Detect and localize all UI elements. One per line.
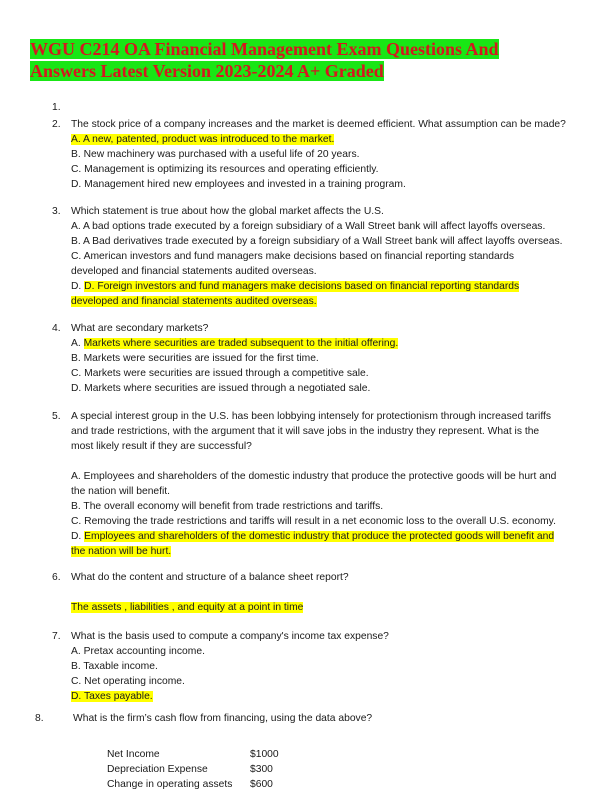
question-text: Which statement is true about how the global market affects the U.S. bbox=[71, 206, 384, 217]
answer-option: D. Management hired new employees and invested in a training program. bbox=[71, 179, 406, 190]
question-2 bbox=[71, 117, 566, 192]
answer-option: B. Taxable income. bbox=[71, 661, 158, 672]
table-row bbox=[107, 747, 279, 762]
question-number: 3. bbox=[52, 206, 61, 217]
answer-option: B. Markets were securities are issued for the first time. bbox=[71, 353, 319, 364]
answer-option: A. A bad options trade executed by a foreign subsidiary of a Wall Street bank will affect layoffs overseas. bbox=[71, 221, 546, 232]
document-title: WGU C214 OA Financial Management Exam Questions And Answers Latest Version 2023-2024 A+ Graded bbox=[30, 39, 499, 81]
question-5 bbox=[71, 409, 561, 559]
answer-text bbox=[71, 600, 561, 615]
question-text: The stock price of a company increases and the market is deemed efficient. What assumption can be made? bbox=[71, 119, 566, 130]
blank-line bbox=[71, 585, 561, 600]
question-3 bbox=[71, 204, 561, 309]
answer-option: D. Markets where securities are issued through a negotiated sale. bbox=[71, 383, 371, 394]
correct-answer-highlight: The assets , liabilities , and equity at a point in time bbox=[71, 602, 304, 613]
answer-option: C. Removing the trade restrictions and tariffs will result in a net economic loss to the overall U.S. economy. bbox=[71, 516, 556, 527]
row-value: $300 bbox=[250, 764, 273, 775]
answer-option: D. D. Foreign investors and fund managers make decisions based on financial reporting standards developed and financial statements audited overseas. bbox=[71, 281, 520, 307]
row-label: Depreciation Expense bbox=[107, 764, 208, 775]
correct-answer-highlight: D. Foreign investors and fund managers make decisions based on financial reporting standards developed and financial statements audited overseas. bbox=[71, 281, 520, 307]
table-row bbox=[107, 762, 279, 777]
question-text: A special interest group in the U.S. has been lobbying intensely for protectionism through increased tariffs and trade restrictions, with the argument that it will save jobs in the industry they represent. What is the most likely result if they are successful? bbox=[71, 411, 552, 452]
financial-data-table bbox=[107, 747, 279, 792]
answer-option: D. Employees and shareholders of the domestic industry that produce the protected goods will benefit and the nation will be hurt. bbox=[71, 531, 555, 557]
answer-option: A. Markets where securities are traded subsequent to the initial offering. bbox=[71, 338, 399, 349]
row-value: $600 bbox=[250, 779, 273, 790]
question-number: 2. bbox=[52, 119, 61, 130]
row-label: Net Income bbox=[107, 749, 160, 760]
question-6 bbox=[71, 570, 561, 615]
correct-answer-highlight: A. A new, patented, product was introduced to the market. bbox=[71, 134, 335, 145]
row-value: $1000 bbox=[250, 749, 279, 760]
question-number: 5. bbox=[52, 411, 61, 422]
question-number: 1. bbox=[52, 102, 61, 113]
question-number: 4. bbox=[52, 323, 61, 334]
question-number: 8. bbox=[35, 713, 44, 724]
table-row bbox=[107, 777, 279, 792]
answer-option: B. New machinery was purchased with a useful life of 20 years. bbox=[71, 149, 360, 160]
correct-answer-highlight: D. Taxes payable. bbox=[71, 691, 153, 702]
answer-option: C. American investors and fund managers make decisions based on financial reporting standards developed and financial statements audited overseas. bbox=[71, 251, 515, 277]
question-text: What do the content and structure of a balance sheet report? bbox=[71, 572, 349, 583]
answer-option: A. Pretax accounting income. bbox=[71, 646, 205, 657]
answer-option: B. The overall economy will benefit from trade restrictions and tariffs. bbox=[71, 501, 384, 512]
row-label: Change in operating assets bbox=[107, 779, 233, 790]
answer-option: C. Net operating income. bbox=[71, 676, 185, 687]
correct-answer-highlight: Markets where securities are traded subsequent to the initial offering. bbox=[83, 338, 399, 349]
question-text: What is the basis used to compute a company's income tax expense? bbox=[71, 631, 389, 642]
answer-option bbox=[71, 689, 561, 704]
answer-option bbox=[71, 132, 561, 147]
question-text: What are secondary markets? bbox=[71, 323, 209, 334]
question-text: What is the firm’s cash flow from financing, using the data above? bbox=[73, 713, 373, 724]
answer-option: C. Markets were securities are issued through a competitive sale. bbox=[71, 368, 369, 379]
correct-answer-highlight: Employees and shareholders of the domestic industry that produce the protected goods will benefit and the nation will be hurt. bbox=[71, 531, 555, 557]
answer-option: B. A Bad derivatives trade executed by a foreign subsidiary of a Wall Street bank will affect layoffs overseas. bbox=[71, 236, 563, 247]
question-number: 6. bbox=[52, 572, 61, 583]
blank-line bbox=[71, 454, 561, 469]
question-7 bbox=[71, 629, 561, 704]
question-number: 7. bbox=[52, 631, 61, 642]
answer-option: C. Management is optimizing its resources and operating efficiently. bbox=[71, 164, 379, 175]
question-4 bbox=[71, 321, 561, 396]
answer-option: A. Employees and shareholders of the domestic industry that produce the protective goods will be hurt and the nation will benefit. bbox=[71, 471, 557, 497]
